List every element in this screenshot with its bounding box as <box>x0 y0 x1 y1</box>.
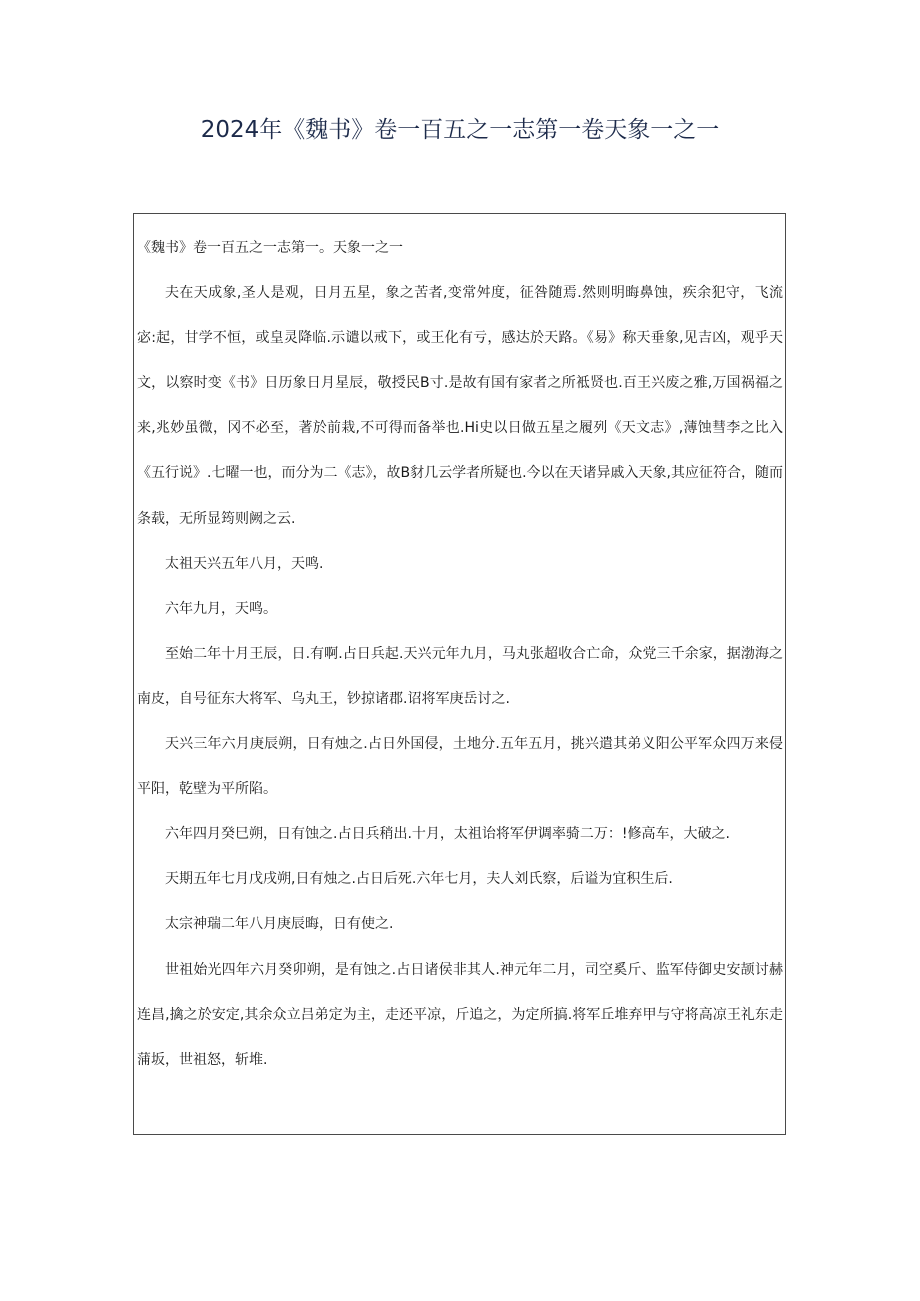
paragraph: 世祖始光四年六月癸卯朔，是有蚀之.占日诸侯非其人.神元年二月，司空奚斤、监军侍御史安颉讨赫连昌,擒之於安定,其余众立吕弟定为主，走还平凉，斤追之，为定所搞.将军丘堆弃甲与守将高凉王礼东走蒲坂，世祖怒，斩堆. <box>137 961 783 1068</box>
paragraph: 天期五年七月戊戌朔,日有烛之.占日后死.六年七月，夫人刘氏察，后谥为宜积生后. <box>165 871 673 888</box>
paragraph: 太宗神瑞二年八月庚辰晦，日有使之. <box>165 916 394 933</box>
paragraph: 太祖天兴五年八月，天鸣. <box>165 555 324 572</box>
document-title: 2024年《魏书》卷一百五之一志第一卷天象一之一 <box>200 117 720 143</box>
paragraph: 天兴三年六月庚辰朔，日有烛之.占日外国侵，土地分.五年五月，挑兴遣其弟义阳公平军众四万来侵平阳，乾壁为平所陷。 <box>137 736 783 798</box>
document-body <box>137 226 783 1083</box>
paragraph: 夫在天成象,圣人是观，日月五星，象之苦者,变常舛度，征咎随焉.然则明晦鼻蚀，疾余犯守，飞流宓:起，甘学不恒，或皇灵降临.示谴以戒下，或王化有亏，感达於天路。《易》称天垂象,见吉凶，观乎天文，以察时变《书》日历象日月星辰，敬授民B寸.是故有国有家者之所袛贤也.百王兴废之雅,万国祸福之来,兆妙虽微，冈不必至，著於前栽,不可得而备举也.Hi史以日做五星之履列《天文志》,薄蚀彗李之比入《五行说》.七曜一也，而分为二《志》，故B豺几云学者所疑也.今以在天诸异戚入天象,其应征符合，随而条载，无所显筠则阙之云. <box>137 285 783 527</box>
paragraph: 至始二年十月王辰，日.有啊.占日兵起.天兴元年九月，马丸张超收合亡命，众党三千余家，据渤海之南皮，自号征东大将军、乌丸王，钞掠诸郡.诏将军庚岳讨之. <box>137 645 783 707</box>
paragraph: 六年九月，天鸣。 <box>165 600 277 617</box>
section-heading: 《魏书》卷一百五之一志第一。天象一之一 <box>137 240 403 256</box>
paragraph: 六年四月癸巳朔，日有蚀之.占日兵稍出.十月，太祖诒将军伊调率骑二万：!修高车，大破之. <box>165 826 730 843</box>
